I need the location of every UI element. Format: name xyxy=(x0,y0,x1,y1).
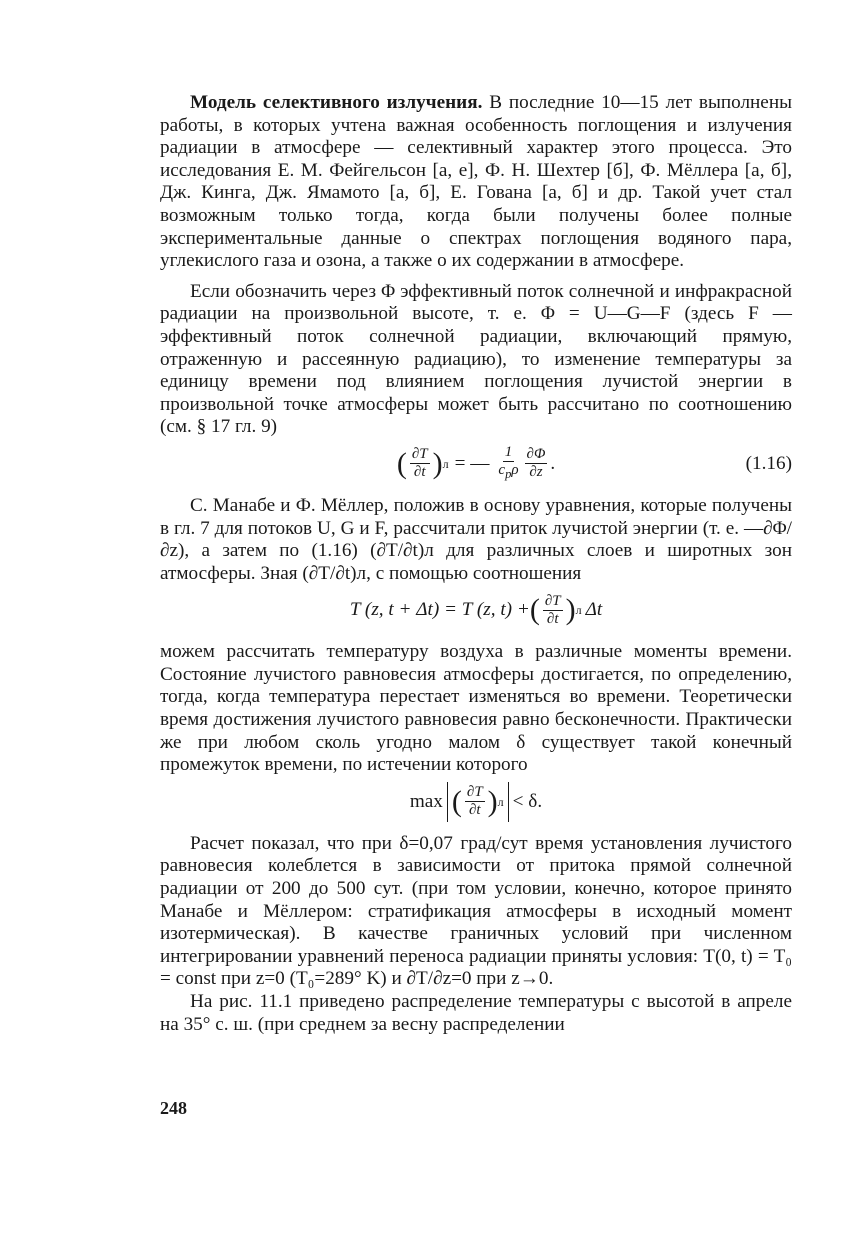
paragraph-3: С. Манабе и Ф. Мёллер, положив в основу уравнения, которые получены в гл. 7 для потоков U, G и F, рассчитали приток лучистой энергии (т. е. —∂Φ/∂z), а затем по (1.16) (∂T/∂t)л для различных слоев и широтных зон атмосферы. Зная (∂T/∂t)л, с помощью соотношения xyxy=(160,494,792,584)
fraction-dPhi-dz: $\frac{\partial\Phi}{\partial z}$ xyxy=(526,446,546,481)
fraction-dT-dt: $\frac{\partial T}{\partial t}$ xyxy=(411,446,428,481)
page-body xyxy=(160,92,792,1036)
formula-temperature-update: T (z, t + Δt) = T (z, t) + ( $\frac{\partial T}{\partial t}$ ) л Δt xyxy=(349,592,603,627)
paragraph-1 xyxy=(160,92,792,273)
formula-max-condition: max ( $\frac{\partial T}{\partial t}$ ) л < δ. xyxy=(160,779,792,825)
equation-number: (1.16) xyxy=(745,452,792,474)
paragraph-4: можем рассчитать температуру воздуха в различные моменты времени. Состояние лучистого равновесия атмосферы достигается, по определению, тогда, когда температура перестает изменяться во времени. Теоретически время достижения лучистого равновесия равно бесконечности. Практически же при любом сколь угодно малом δ существует такой конечный промежуток времени, по истечении которого xyxy=(160,641,792,776)
fraction-one-over-cp-rho: $\frac{1}{c_p\rho}$ xyxy=(498,444,519,482)
section-lead: Модель селективного излучения. xyxy=(190,92,483,113)
paragraph-1-text: В последние 10—15 лет выполнены работы, в которых учтена важная особенность поглощения и излучения радиации в атмосфере — селективный характер этого процесса. Это исследования Е. М. Фейгельсон [а, е], Ф. Н. Шехтер [б], Ф. Мёллера [а, б], Дж. Кинга, Дж. Ямамото [а, б], Е. Гована [а, б] и др. Такой учет стал возможным только тогда, когда были получены более полные экспериментальные данные о спектрах поглощения водяного пара, углекислого газа и озона, а также о их содержании в атмосфере. xyxy=(160,92,792,272)
formula-1-16: ( $\frac{\partial T}{\partial t}$ ) л = — $\frac{1}{c_p\rho}$ $\frac{\partial\Phi}{\partial z}$ . (1.16) xyxy=(396,444,792,482)
paragraph-2: Если обозначить через Φ эффективный поток солнечной и инфракрасной радиации на произвольной высоте, т. е. Φ = U—G—F (здесь F — эффективный поток солнечной радиации, включающий прямую, отраженную и рассеянную радиацию), то изменение температуры за единицу времени под влиянием поглощения лучистой энергии в произвольной точке атмосферы может быть рассчитано по соотношению (см. § 17 гл. 9) xyxy=(160,280,792,438)
paragraph-6: На рис. 11.1 приведено распределение температуры с высотой в апреле на 35° с. ш. (при среднем за весну распределении xyxy=(160,991,792,1035)
paragraph-5: Расчет показал, что при δ=0,07 град/сут время установления лучистого равновесия колеблется в зависимости от притока прямой солнечной радиации от 200 до 500 сут. (при том условии, конечно, которое принято Манабе и Мёллером: стратификация атмосферы в исходный момент изотермическая). В качестве граничных условий при численном интегрировании уравнений переноса радиации приняты условия: T(0, t) = T₀ = const при z=0 (T₀=289° K) и ∂T/∂z=0 при z→0. xyxy=(160,832,792,990)
page-number: 248 xyxy=(160,1098,187,1118)
